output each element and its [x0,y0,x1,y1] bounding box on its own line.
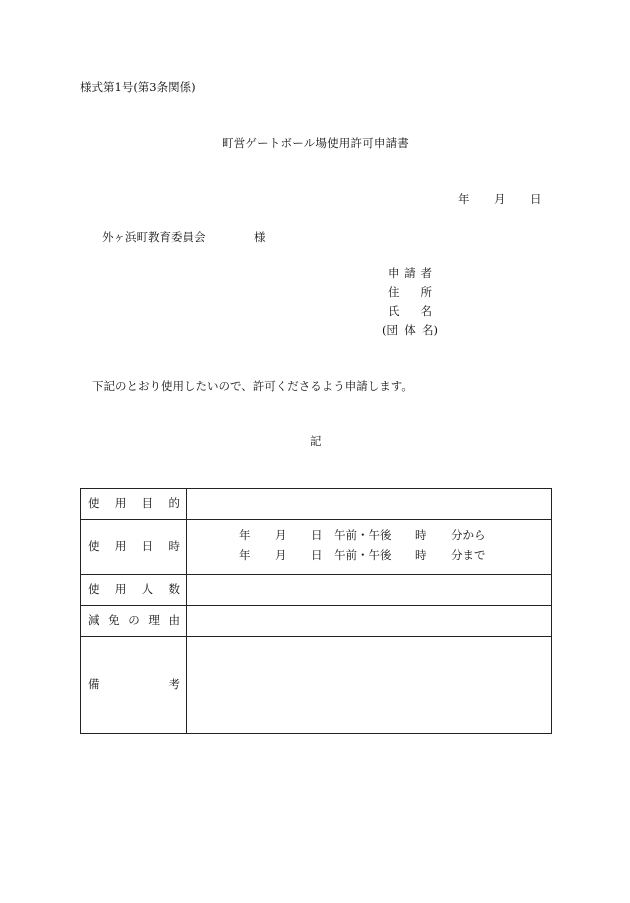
addressee-name: 外ヶ浜町教育委員会 [102,230,206,244]
date-year: 年 [458,192,470,206]
applicant-label: 申 請 者 [388,266,432,280]
people-label: 使 用 人 数 [81,575,187,606]
remarks-field[interactable] [187,637,552,734]
addressee-honorific: 様 [254,230,266,244]
datetime-from-line: 年 月 日 午前・午後 時 分から [239,528,486,542]
form-number: 様式第1号(第3条関係) [80,80,196,94]
datetime-to-line: 年 月 日 午前・午後 時 分まで [239,548,486,562]
group-name-label: (団 体 名) [382,323,438,337]
purpose-label: 使 用 目 的 [81,489,187,520]
form-title: 町営ゲートボール場使用許可申請書 [222,136,409,150]
purpose-field[interactable] [187,489,552,520]
table-row-people [81,575,552,606]
datetime-label: 使 用 日 時 [81,520,187,575]
ki-heading: 記 [310,434,322,448]
table-row-datetime [81,520,552,575]
date-day: 日 [530,192,542,206]
reason-label: 減 免 の 理 由 [81,606,187,637]
datetime-field[interactable] [187,520,552,575]
table-row-remarks [81,637,552,734]
people-field[interactable] [187,575,552,606]
request-text: 下記のとおり使用したいので、許可くださるよう申請します。 [92,379,413,393]
address-label: 住 所 [388,285,432,299]
name-label: 氏 名 [388,304,432,318]
table-row-reason [81,606,552,637]
date-month: 月 [494,192,506,206]
remarks-label: 備 考 [81,637,187,734]
application-details-table [80,488,552,734]
reason-field[interactable] [187,606,552,637]
table-row-purpose [81,489,552,520]
